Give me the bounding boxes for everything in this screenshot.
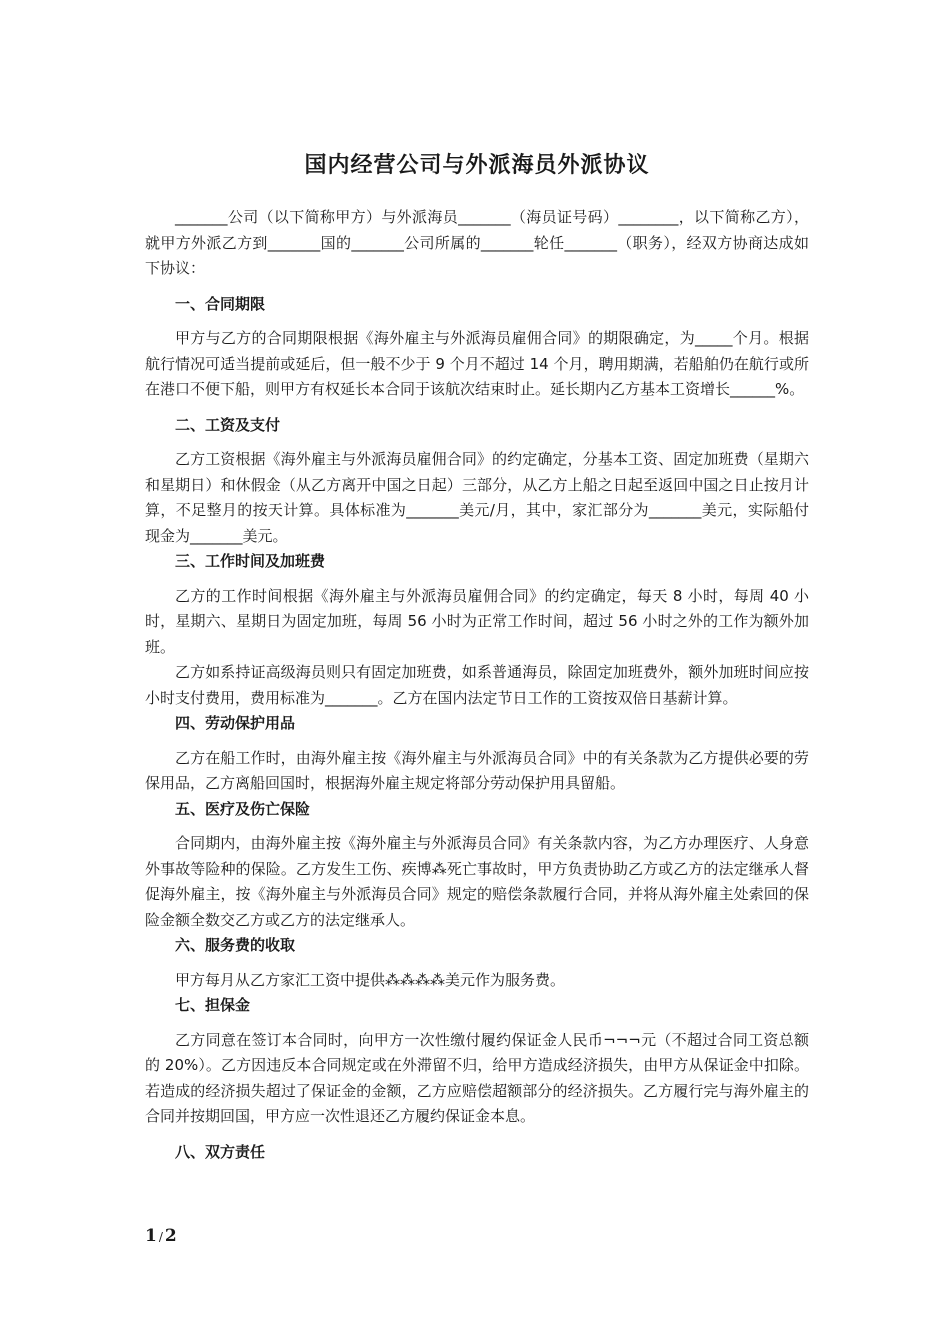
intro-paragraph: _______公司（以下简称甲方）与外派海员_______（海员证号码）________，以下简称乙方），就甲方外派乙方到_______国的_______公司所属的_______轮任_______（职务），经双方协商达成如下协议：	[145, 208, 809, 277]
section-heading-service-fee: 六、服务费的收取	[175, 936, 296, 954]
section-paragraph: 甲方与乙方的合同期限根据《海外雇主与外派海员雇佣合同》的期限确定，为_____个月。根据航行情况可适当提前或延后，但一般不少于 9 个月不超过 14 个月，聘用期满，若船舶仍在航行或所在港口不便下船，则甲方有权延长本合同于该航次结束时止。延长期内乙方基本工资增长______%。	[145, 329, 809, 398]
section-paragraph: 乙方同意在签订本合同时，向甲方一次性缴付履约保证金人民币¬¬¬元（不超过合同工资总额的 20%）。乙方因违反本合同规定或在外滞留不归，给甲方造成经济损失，由甲方从保证金中扣除。若造成的经济损失超过了保证金的金额，乙方应赔偿超额部分的经济损失。乙方履行完与海外雇主的合同并按期回国，甲方应一次性退还乙方履约保证金本息。	[145, 1030, 809, 1125]
section-heading-term: 一、合同期限	[175, 294, 266, 313]
section-paragraph: 合同期内，由海外雇主按《海外雇主与外派海员合同》有关条款内容，为乙方办理医疗、人身意外事故等险种的保险。乙方发生工伤、疾博⁂死亡事故时，甲方负责协助乙方或乙方的法定继承人督促海外雇主，按《海外雇主与外派海员合同》规定的赔偿条款履行合同，并将从海外雇主处索回的保险金额全数交乙方或乙方的法定继承人。	[145, 834, 809, 929]
document-title: 国内经营公司与外派海员外派协议	[304, 153, 650, 178]
section-heading-responsibilities: 八、双方责任	[175, 1142, 266, 1161]
section-paragraph: 乙方工资根据《海外雇主与外派海员雇佣合同》的约定确定，分基本工资、固定加班费（星期六和星期日）和休假金（从乙方离开中国之日起）三部分，从乙方上船之日起至返回中国之日止按月计算，不足整月的按天计算。具体标准为_______美元/月，其中，家汇部分为_______美元，实际船付现金为_______美元。	[145, 450, 809, 545]
section-heading-wages: 二、工资及支付	[175, 415, 281, 434]
page-total: 2	[164, 1226, 177, 1246]
page-current: 1	[145, 1226, 157, 1246]
section-paragraph: 甲方每月从乙方家汇工资中提供⁂⁂⁂⁂美元作为服务费。	[175, 970, 566, 989]
section-heading-guarantee: 七、担保金	[175, 996, 251, 1014]
section-heading-work-hours: 三、工作时间及加班费	[175, 552, 326, 570]
page-separator: /	[158, 1230, 163, 1244]
section-paragraph: 乙方在船工作时，由海外雇主按《海外雇主与外派海员合同》中的有关条款为乙方提供必要的劳保用品，乙方离船回国时，根据海外雇主规定将部分劳动保护用具留船。	[145, 748, 809, 792]
section-paragraph: 乙方的工作时间根据《海外雇主与外派海员雇佣合同》的约定确定，每天 8 小时，每周 40 小时，星期六、星期日为固定加班，每周 56 小时为正常工作时间，超过 56 小时之外的工作为额外加班。	[145, 586, 809, 656]
page-number	[145, 1226, 177, 1246]
section-heading-insurance: 五、医疗及伤亡保险	[175, 799, 311, 818]
section-paragraph: 乙方如系持证高级海员则只有固定加班费，如系普通海员，除固定加班费外，额外加班时间应按小时支付费用，费用标准为_______。乙方在国内法定节日工作的工资按双倍日基薪计算。	[145, 663, 809, 707]
section-heading-protective-gear: 四、劳动保护用品	[175, 714, 296, 732]
document-page	[145, 148, 809, 1165]
